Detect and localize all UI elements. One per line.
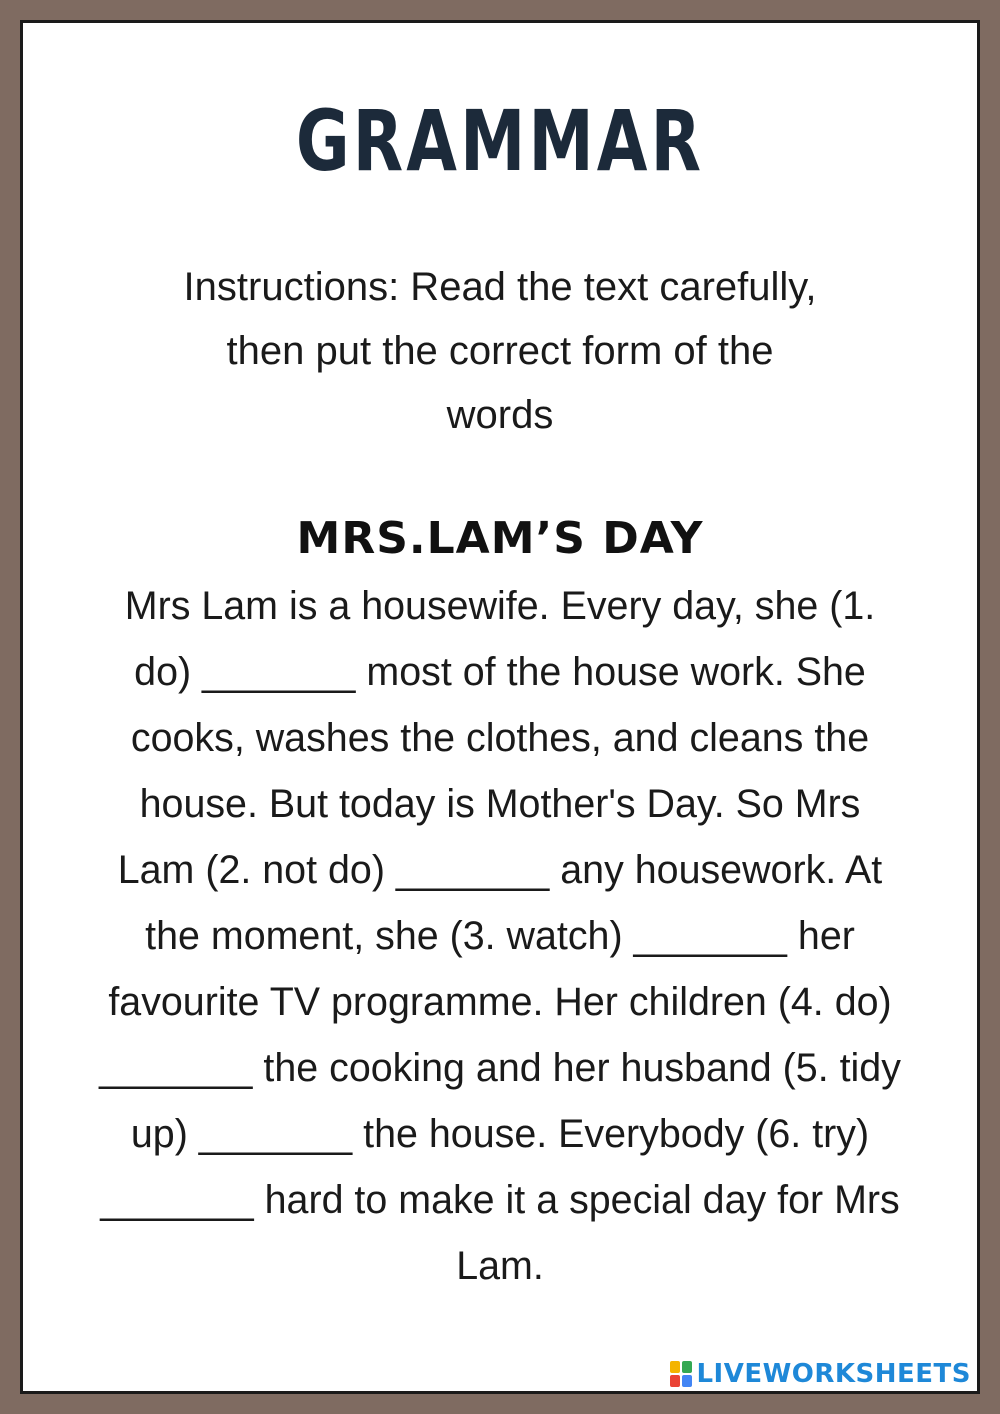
liveworksheets-logo-icon [670, 1361, 692, 1387]
story-text [23, 573, 977, 1299]
story-line: _______ hard to make it a special day for Mrs [100, 1178, 900, 1222]
story-line: do) _______ most of the house work. She [134, 650, 866, 694]
page-title: GRAMMAR [295, 92, 705, 190]
story-line: favourite TV programme. Her children (4. do) [108, 980, 892, 1024]
instructions-line: words [446, 393, 554, 437]
story-line: Mrs Lam is a housewife. Every day, she (1. [124, 584, 876, 628]
instructions [23, 255, 977, 447]
story-line: cooks, washes the clothes, and cleans the [130, 716, 870, 760]
story-line: up) _______ the house. Everybody (6. try) [130, 1112, 870, 1156]
story-line: Lam (2. not do) _______ any housework. At [117, 848, 883, 892]
story-title: MRS.LAM’S DAY [296, 513, 704, 564]
story-line: the moment, she (3. watch) _______ her [145, 914, 855, 958]
brand-watermark [670, 1359, 971, 1389]
story-line: _______ the cooking and her husband (5. tidy [99, 1046, 901, 1090]
instructions-line: Instructions: Read the text carefully, [183, 265, 817, 309]
brand-name: LIVEWORKSHEETS [696, 1359, 971, 1389]
worksheet-page [20, 20, 980, 1394]
story-line: house. But today is Mother's Day. So Mrs [139, 782, 861, 826]
story-line: Lam. [456, 1244, 544, 1288]
instructions-line: then put the correct form of the [226, 329, 774, 373]
